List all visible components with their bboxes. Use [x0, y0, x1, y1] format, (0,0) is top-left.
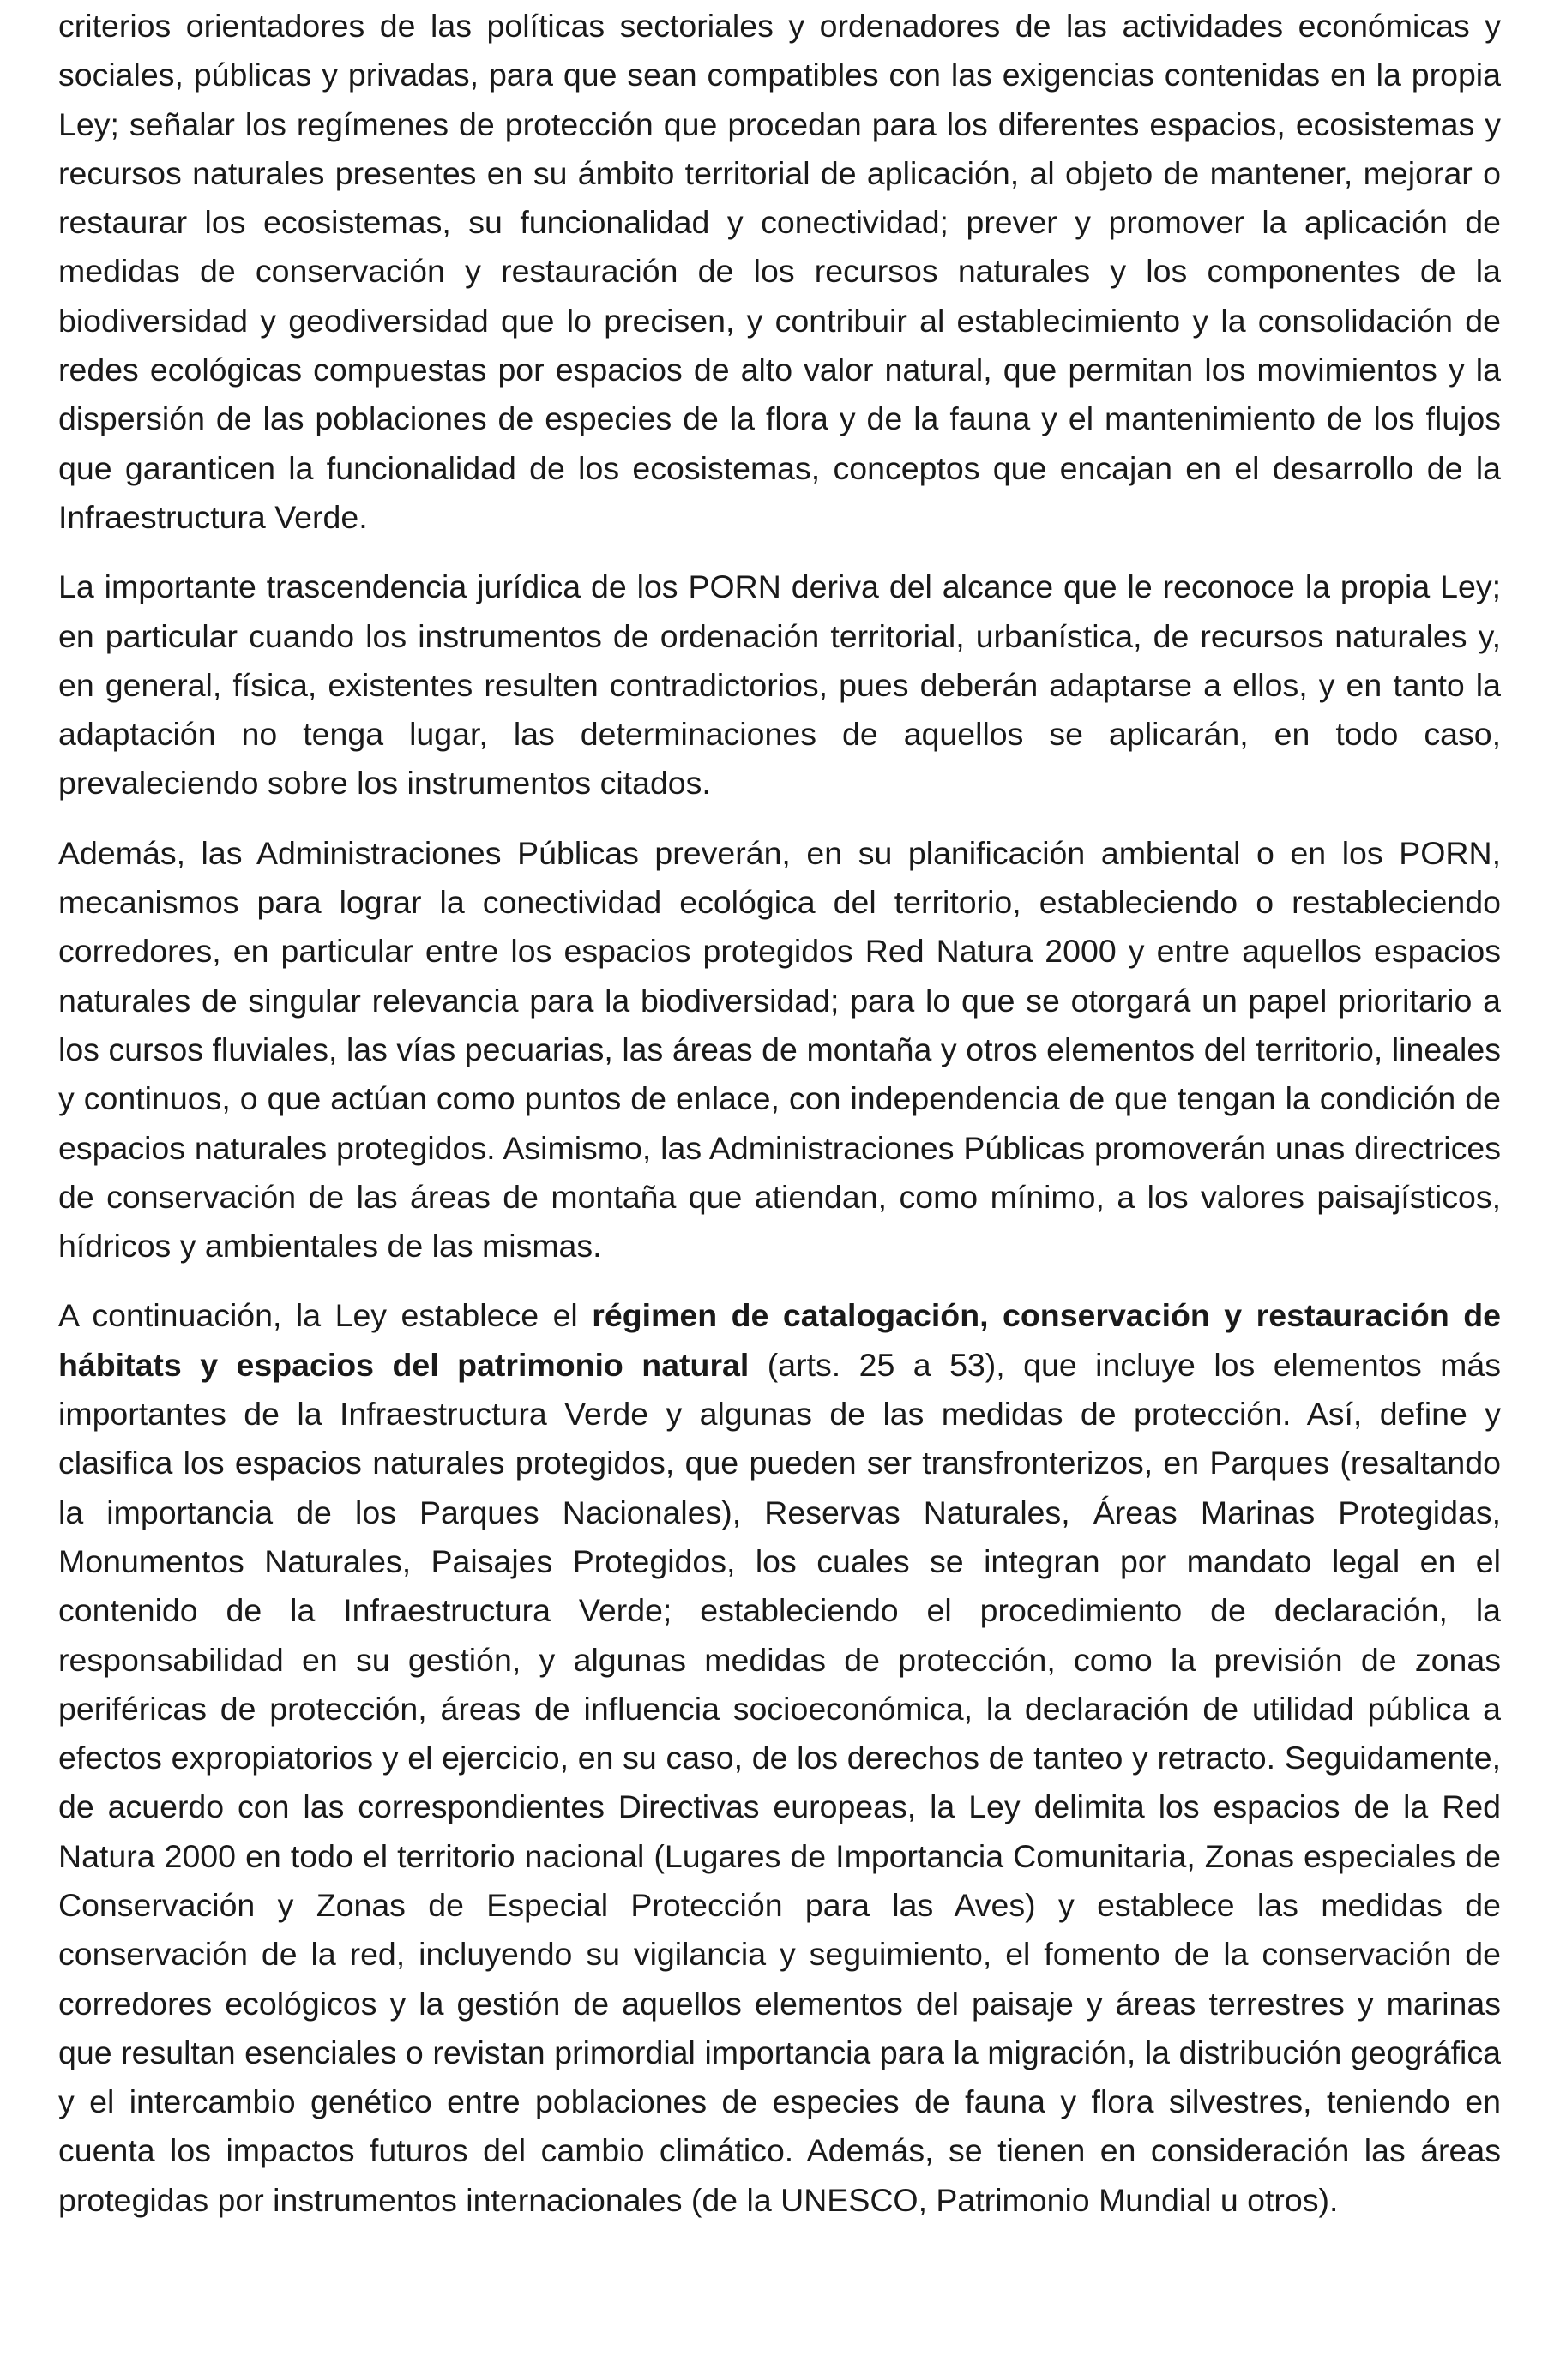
paragraph-4-intro: A continuación, la Ley establece el [58, 1297, 593, 1334]
paragraph-4-rest: (arts. 25 a 53), que incluye los elementos más importantes de la Infraestructura Verde y algunas de las medidas de protección. Así, define y clasifica los espacios naturales protegidos, que pueden ser transfronterizos, en Parques (resaltando la importancia de los Parques Nacionales), Reservas Naturales, Áreas Marinas Protegidas, Monumentos Naturales, Paisajes Protegidos, los cuales se integran por mandato legal en el contenido de la Infraestructura Verde; estableciendo el procedimiento de declaración, la responsabilidad en su gestión, y algunas medidas de protección, como la previsión de zonas periféricas de protección, áreas de influencia socioeconómica, la declaración de utilidad pública a efectos expropiatorios y el ejercicio, en su caso, de los derechos de tanteo y retracto. Seguidamente, de acuerdo con las correspondientes Directivas europeas, la Ley delimita los espacios de la Red Natura 2000 en todo el territorio nacional (Lugares de Importancia Comunitaria, Zonas especiales de Conservación y Zonas de Especial Protección para las Aves) y establece las medidas de conservación de la red, incluyendo su vigilancia y seguimiento, el fomento de la conservación de corredores ecológicos y la gestión de aquellos elementos del paisaje y áreas terrestres y marinas que resultan esenciales o revistan primordial importancia para la migración, la distribución geográfica y el intercambio genético entre poblaciones de especies de fauna y flora silvestres, teniendo en cuenta los impactos futuros del cambio climático. Además, se tienen en consideración las áreas protegidas por instrumentos internacionales (de la UNESCO, Patrimonio Mundial u otros). [58, 1346, 1501, 2218]
paragraph-4-bold-phrase: régimen de catalogación, conservación y restauración de hábitats y espacios del patrimonio natural [58, 1297, 1501, 1383]
paragraph-1: criterios orientadores de las políticas sectoriales y ordenadores de las actividades económicas y sociales, públicas y privadas, para que sean compatibles con las exigencias contenidas en la propia Ley; señalar los regímenes de protección que procedan para los diferentes espacios, ecosistemas y recursos naturales presentes en su ámbito territorial de aplicación, al objeto de mantener, mejorar o restaurar los ecosistemas, su funcionalidad y conectividad; prever y promover la aplicación de medidas de conservación y restauración de los recursos naturales y los componentes de la biodiversidad y geodiversidad que lo precisen, y contribuir al establecimiento y la consolidación de redes ecológicas compuestas por espacios de alto valor natural, que permitan los movimientos y la dispersión de las poblaciones de especies de la flora y de la fauna y el mantenimiento de los flujos que garanticen la funcionalidad de los ecosistemas, conceptos que encajan en el desarrollo de la Infraestructura Verde. [58, 8, 1501, 535]
paragraph-3: Además, las Administraciones Públicas preverán, en su planificación ambiental o en los PORN, mecanismos para lograr la conectividad ecológica del territorio, estableciendo o restableciendo corredores, en particular entre los espacios protegidos Red Natura 2000 y entre aquellos espacios naturales de singular relevancia para la biodiversidad; para lo que se otorgará un papel prioritario a los cursos fluviales, las vías pecuarias, las áreas de montaña y otros elementos del territorio, lineales y continuos, o que actúan como puntos de enlace, con independencia de que tengan la condición de espacios naturales protegidos. Asimismo, las Administraciones Públicas promoverán unas directrices de conservación de las áreas de montaña que atiendan, como mínimo, a los valores paisajísticos, hídricos y ambientales de las mismas. [58, 834, 1501, 1265]
paragraph-4 [58, 1291, 1501, 2225]
paragraph-2: La importante trascendencia jurídica de los PORN deriva del alcance que le reconoce la propia Ley; en particular cuando los instrumentos de ordenación territorial, urbanística, de recursos naturales y, en general, física, existentes resulten contradictorios, pues deberán adaptarse a ellos, y en tanto la adaptación no tenga lugar, las determinaciones de aquellos se aplicarán, en todo caso, prevaleciendo sobre los instrumentos citados. [58, 568, 1501, 802]
document-page [58, 0, 1501, 2225]
